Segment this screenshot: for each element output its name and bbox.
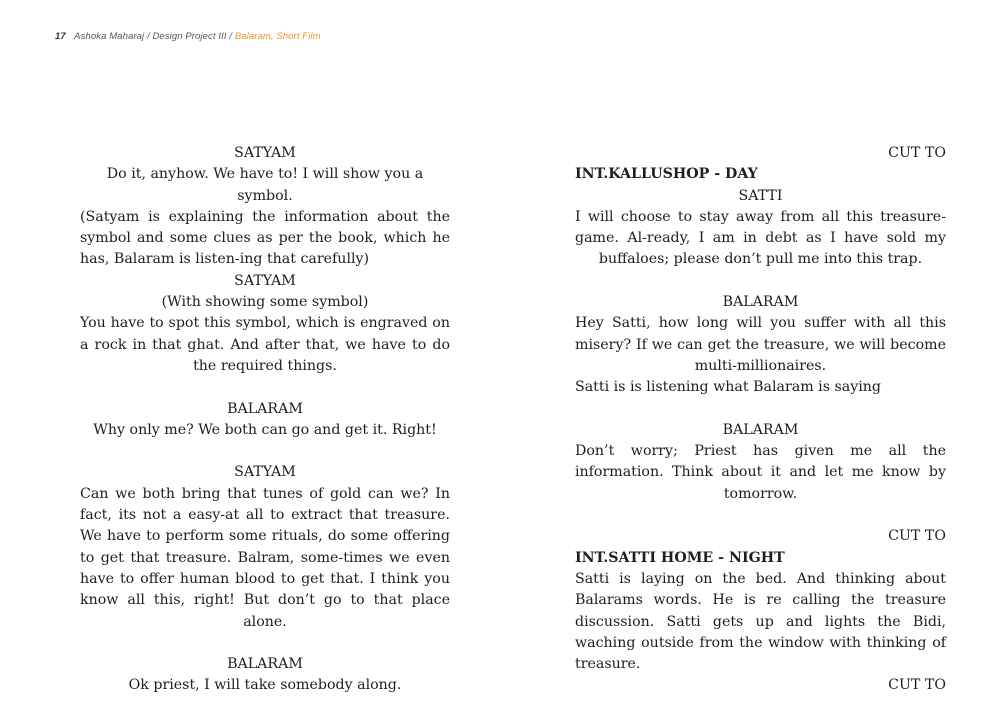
character-name: SATTI xyxy=(738,187,783,204)
character-name: BALARAM xyxy=(227,656,303,673)
dialogue: Why only me? We both can go and get it. Right! xyxy=(93,421,437,438)
scene-heading: INT.KALLUSHOP - DAY xyxy=(575,166,758,183)
parenthetical: (With showing some symbol) xyxy=(161,294,369,311)
left-column xyxy=(80,143,450,697)
character-name: BALARAM xyxy=(227,400,303,417)
dialogue: I will choose to stay away from all this treasure-game. Al-ready, I am in debt as I have sold my buffaloes; please don’t pull me into this trap. xyxy=(575,208,946,268)
transition-cut-to: CUT TO xyxy=(888,145,946,161)
dialogue: Hey Satti, how long will you suffer with all this misery? If we can get the treasure, we will become multi-millionaires. xyxy=(575,315,946,374)
running-header xyxy=(55,31,321,42)
action-text: (Satyam is explaining the information about the symbol and some clues as per the book, which he has, Balaram is listen-ing that carefully) xyxy=(80,208,450,268)
transition-cut-to: CUT TO xyxy=(888,677,946,694)
action-text: Satti is laying on the bed. And thinking about Balarams words. He is re calling the treasure discussion. Satti gets up and lights the Bidi, waching outside from the window with thinking of treasure. xyxy=(575,570,946,673)
dialogue: Can we both bring that tunes of gold can we? In fact, its not a easy-at all to extract that treasure. We have to perform some rituals, do some offering to get that treasure. Balram, some-times we even have to offer human blood to get that. I think you know all this, right! But don’t go to that place alone. xyxy=(80,485,450,630)
dialogue: You have to spot this symbol, which is engraved on a rock in that ghat. And after that, we have to do the required things. xyxy=(80,315,450,374)
dialogue: Do it, anyhow. We have to! I will show you a symbol. xyxy=(106,166,424,204)
page-number: 17 xyxy=(55,31,66,42)
header-path: Ashoka Maharaj / Design Project III / xyxy=(74,31,233,42)
character-name: BALARAM xyxy=(722,294,799,311)
character-name: SATYAM xyxy=(234,272,296,289)
character-name: BALARAM xyxy=(722,421,799,438)
transition-cut-to: CUT TO xyxy=(888,528,946,545)
character-name: SATYAM xyxy=(234,145,296,161)
dialogue: Ok priest, I will take somebody along. xyxy=(128,677,402,694)
character-name: SATYAM xyxy=(234,464,296,481)
scene-heading: INT.SATTI HOME - NIGHT xyxy=(575,549,785,566)
header-project-title: Balaram, Short Film xyxy=(234,31,321,42)
action-text: Satti is is listening what Balaram is saying xyxy=(575,379,882,396)
right-column xyxy=(575,143,946,697)
dialogue: Don’t worry; Priest has given me all the information. Think about it and let me know by tomorrow. xyxy=(575,443,946,502)
